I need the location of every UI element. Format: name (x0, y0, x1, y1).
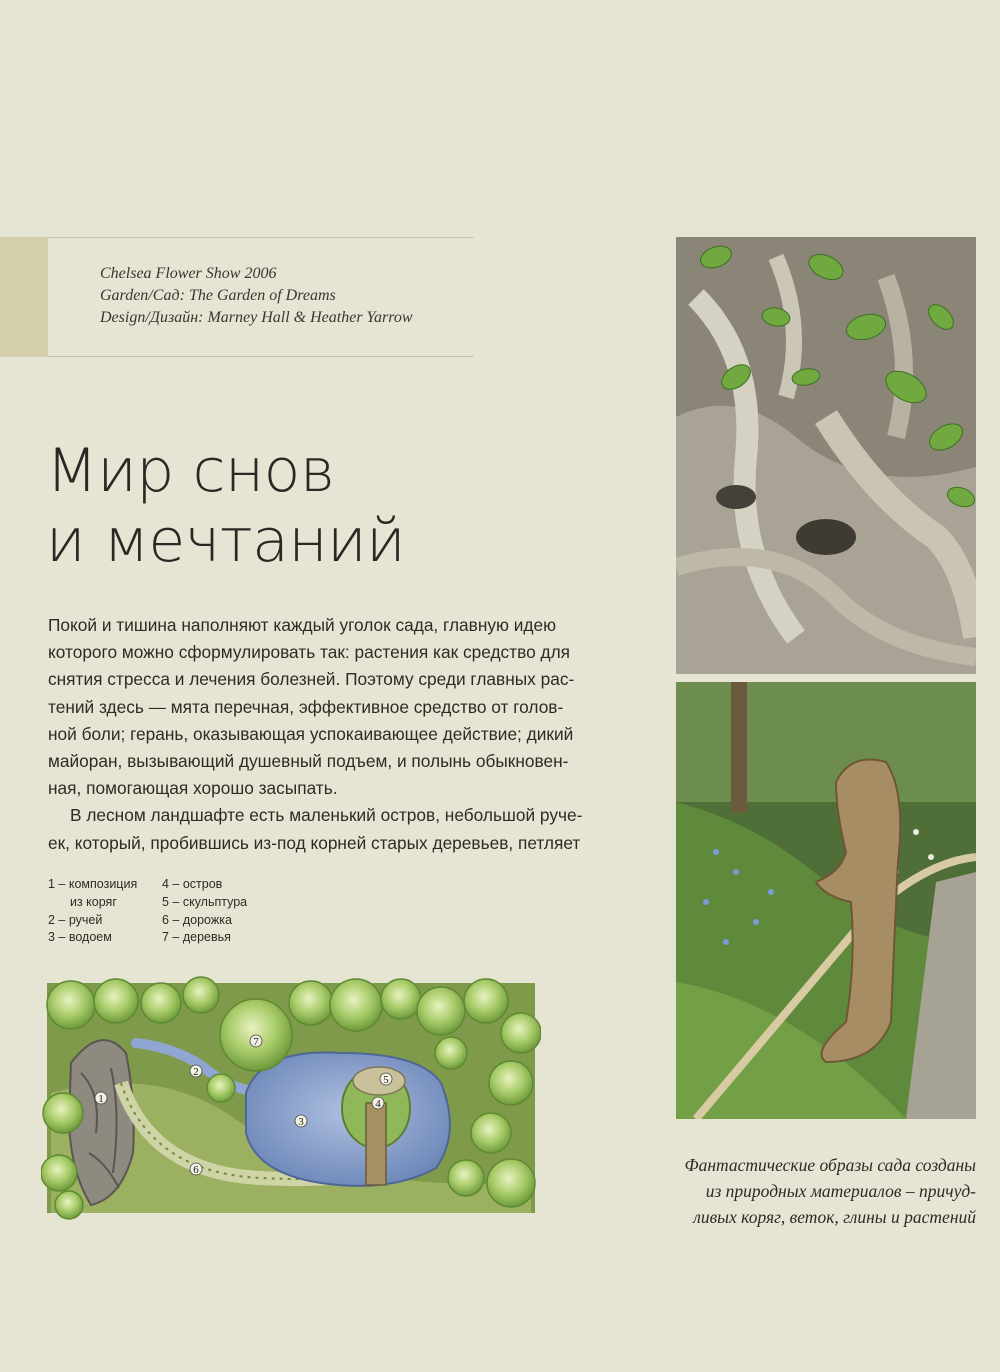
body-line: майоран, вызывающий душевный подъем, и полынь обыкновен- (48, 751, 569, 772)
plan-label: 6 (193, 1164, 199, 1176)
photo-driftwood-roots (676, 237, 976, 674)
legend-item: 6 – дорожка (162, 912, 232, 927)
plan-label: 1 (98, 1093, 104, 1105)
body-line: тений здесь — мята перечная, эффективное средство от голов- (48, 696, 564, 717)
sculpture (353, 1067, 405, 1095)
garden-plan-illustration (41, 973, 541, 1221)
title-line-2: и мечтаний (46, 506, 406, 576)
title-line-1: Мир снов (46, 436, 335, 506)
legend-item: из коряг (70, 894, 117, 909)
body-line: которого можно сформулировать так: растения как средство для (48, 642, 571, 663)
photo-caption (630, 1152, 976, 1230)
credit-rule-top (48, 237, 474, 238)
caption-line: из природных материалов – причуд- (705, 1181, 976, 1201)
article-title (46, 436, 606, 576)
plan-label: 2 (193, 1066, 199, 1078)
legend-item: 2 – ручей (48, 912, 103, 927)
plan-label: 4 (375, 1098, 381, 1110)
credit-rule-bottom (48, 356, 474, 357)
caption-line: ливых коряг, веток, глины и растений (693, 1207, 976, 1227)
plan-label: 7 (253, 1036, 259, 1048)
body-line: В лесном ландшафте есть маленький остров, небольшой руче- (70, 805, 583, 826)
article-body (48, 612, 602, 857)
credit-show: Chelsea Flower Show 2006 (100, 265, 277, 282)
legend-item: 1 – композиция (48, 877, 138, 891)
body-line: ная, помогающая хорошо засыпать. (48, 778, 338, 799)
credit-design: Design/Дизайн: Marney Hall & Heather Yarrow (100, 309, 413, 326)
body-line: снятия стресса и лечения болезней. Поэтому среди главных рас- (48, 669, 575, 690)
body-line: Покой и тишина наполняют каждый уголок сада, главную идею (48, 615, 557, 635)
plan-label: 3 (298, 1116, 304, 1128)
legend-item: 3 – водоем (48, 930, 112, 945)
garden-credits (100, 263, 472, 329)
body-line: ек, который, пробившись из-под корней старых деревьев, петляет (48, 832, 581, 853)
legend-column-1 (48, 876, 160, 947)
legend-item: 4 – остров (162, 877, 223, 891)
credit-garden: Garden/Сад: The Garden of Dreams (100, 287, 336, 304)
credit-accent-bar (0, 237, 48, 357)
body-line: ной боли; герань, оказывающая успокаивающее действие; дикий (48, 723, 574, 744)
legend-item: 7 – деревья (162, 930, 231, 945)
legend-column-2 (162, 876, 302, 947)
caption-line: Фантастические образы сада созданы (684, 1155, 976, 1175)
legend-item: 5 – скульптура (162, 894, 248, 909)
photo-wooden-post-rope (676, 682, 976, 1119)
plan-label: 5 (383, 1074, 389, 1086)
